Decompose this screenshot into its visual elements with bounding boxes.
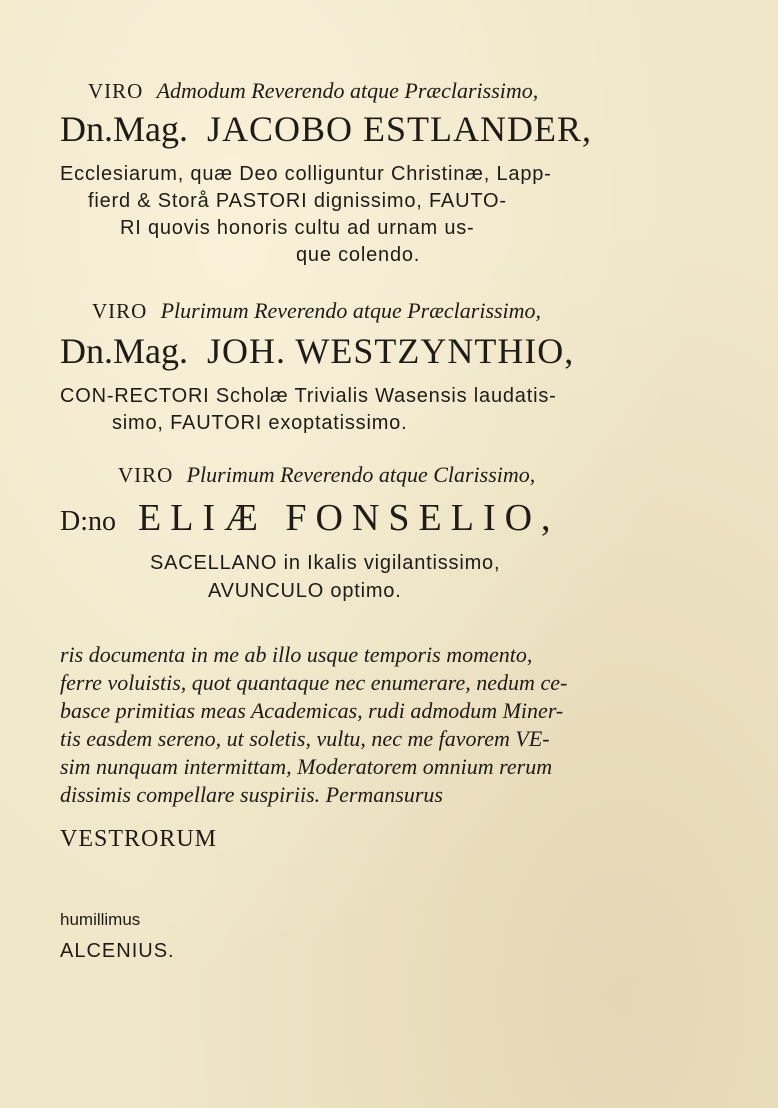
salutation-1-prefix: VIRO xyxy=(88,79,144,103)
dedication-1-line-4: que colendo. xyxy=(296,244,421,266)
dedication-2-line-2: simo, FAUTORI exoptatissimo. xyxy=(112,412,408,434)
dedication-1-line-3: RI quovis honoris cultu ad urnam us- xyxy=(120,217,475,239)
addressee-3 xyxy=(60,496,560,540)
salutation-3 xyxy=(118,462,535,488)
dedication-1-line-2: fierd & Storå PASTORI dignissimo, FAUTO- xyxy=(88,190,507,212)
body-line-5: sim nunquam intermittam, Moderatorem omnium rerum xyxy=(60,754,553,779)
addressee-1-title: Dn.Mag. xyxy=(60,109,188,149)
body-line-3: basce primitias meas Academicas, rudi admodum Miner- xyxy=(60,698,564,723)
salutation-2-epithet: Plurimum Reverendo atque Præclarissimo, xyxy=(160,298,542,323)
dedication-2-line-1: CON-RECTORI Scholæ Trivialis Wasensis laudatis- xyxy=(60,385,557,407)
body-line-4: tis easdem sereno, ut soletis, vultu, nec me favorem VE- xyxy=(60,726,550,751)
addressee-3-name: ELIÆ FONSELIO, xyxy=(138,497,560,539)
addressee-3-title: D:no xyxy=(60,506,116,537)
closing-humillimus: humillimus xyxy=(60,910,141,929)
addressee-1-name: JACOBO ESTLANDER, xyxy=(207,109,593,149)
addressee-1 xyxy=(60,108,592,150)
addressee-2 xyxy=(60,330,574,372)
salutation-2-prefix: VIRO xyxy=(92,299,148,323)
dedication-3-line-1: SACELLANO in Ikalis vigilantissimo, xyxy=(150,552,501,574)
body-line-2: ferre voluistis, quot quantaque nec enumerare, nedum ce- xyxy=(60,670,568,695)
addressee-2-title: Dn.Mag. xyxy=(60,331,188,371)
salutation-3-epithet: Plurimum Reverendo atque Clarissimo, xyxy=(186,462,536,487)
dedication-1-line-1: Ecclesiarum, quæ Deo colliguntur Christinæ, Lapp- xyxy=(60,163,552,185)
salutation-2 xyxy=(92,298,541,324)
salutation-1-epithet: Admodum Reverendo atque Præclarissimo, xyxy=(156,78,539,103)
body-line-6: dissimis compellare suspiriis. Permansurus xyxy=(60,782,443,807)
closing-vestrorum: VESTRORUM xyxy=(60,826,218,852)
body-line-1: ris documenta in me ab illo usque temporis momento, xyxy=(60,642,533,667)
salutation-3-prefix: VIRO xyxy=(118,463,174,487)
dedication-3-line-2: AVUNCULO optimo. xyxy=(208,580,402,602)
signature: ALCENIUS. xyxy=(60,940,175,962)
addressee-2-name: JOH. WESTZYNTHIO, xyxy=(207,331,575,371)
salutation-1 xyxy=(88,78,538,104)
